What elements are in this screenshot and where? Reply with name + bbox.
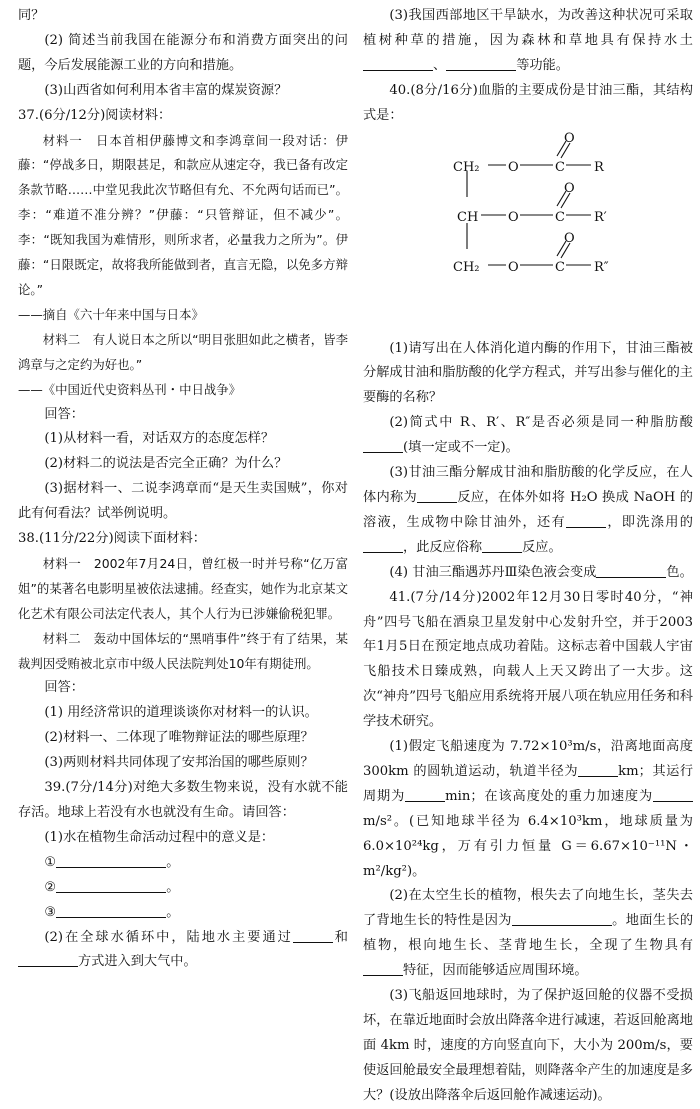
answer-blank[interactable] (293, 930, 333, 943)
q38-material-1: 材料一 2002年7月24日，曾红极一时并号称“亿万富姐”的某著名电影明星被依法逮捕。经查实，她作为北京某文化艺术有限公司法定代表人，其个人行为已涉嫌偷税犯罪。 (18, 555, 348, 621)
q39-1-choice-3 (18, 901, 348, 926)
ch-middle: CH (457, 209, 479, 225)
q37-answer-label: 回答： (44, 406, 84, 422)
carbonyl-oxygen-3: O (564, 230, 575, 246)
q39-3-text-a: (3)我国西部地区干旱缺水，为改善这种状况可采取植树种草的措施，因为森林和草地具有保持水土 (363, 8, 693, 48)
q38-3: (3)两则材料共同体现了安邦治国的哪些原则？ (44, 755, 314, 771)
q41-2-text-c: 特征，因而能够适应周围环境。 (403, 963, 588, 979)
choice-marker-3: ③ (44, 904, 57, 920)
q38-heading: 38.(11分/22分)阅读下面材料： (18, 531, 206, 547)
carbonyl-carbon-2: C (555, 209, 565, 225)
q37-2: (2)材料二的说法是否完全正确？为什么？ (44, 456, 288, 472)
q40-3-text-b: 反应，在体外如将 H₂O 换成 NaOH 的溶液，生成物中除甘油外，还有 (363, 489, 693, 530)
q41-1-text-c: min；在该高度处的重力加速度为 (445, 788, 654, 804)
q40-3-text-e: 反应。 (522, 539, 562, 555)
q40-2-text-a: (2)简式中 R、R′、R″是否必须是同一种脂肪酸 (389, 415, 693, 431)
answer-blank[interactable] (596, 565, 666, 578)
ch2-bottom: CH₂ (453, 259, 480, 275)
q39-2-text-c: 方式进入到大气中。 (78, 954, 197, 970)
q37-heading: 37.(6分/12分)阅读材料： (18, 107, 172, 123)
formula-bonds (363, 131, 693, 331)
carbonyl-oxygen-1: O (564, 130, 575, 146)
right-column (363, 4, 693, 1109)
answer-blank[interactable] (363, 58, 433, 71)
ester-oxygen-1: O (508, 159, 519, 175)
answer-blank[interactable] (363, 963, 403, 976)
answer-blank[interactable] (363, 540, 403, 553)
q39-3-text-b: 、 (433, 57, 447, 73)
answer-blank[interactable] (653, 789, 693, 802)
q40-2-text-b: (填一定或不一定)。 (403, 440, 519, 456)
q40-2 (363, 411, 693, 461)
q37-material-2-source: ——《中国近代史资料丛刊・中日战争》 (18, 381, 242, 397)
q39-3 (363, 4, 693, 79)
q40-3 (363, 461, 693, 561)
q37-material-1: 材料一 日本首相伊藤博文和李鸿章间一段对话：伊藤：“停战多日，期限甚足，和款应从速定夺，我已备有改定条款节略……中堂见我此次节略但有允、不允两句话而已”。李：“难道不准分辨？”伊藤：“只管辩证，但不减少”。李：“既知我国为难情形，则所求者，必量我力之所为”。伊藤：“日限既定，故将我所能做到者，直言无隐，以免多方辩论。” (18, 132, 348, 297)
q40-3-text-d: ，此反应俗称 (403, 539, 483, 555)
q41-3: (3)飞船返回地球时，为了保护返回舱的仪器不受损坏，在靠近地面时会放出降落伞进行减速，若返回舱离地面 4km 时，速度的方向竖直向下，大小为 200m/s，要使返回舱最安全最理想着陆，则降落伞产生的加速度是多大？(设放出降落伞后返回舱作减速运动)。 (363, 988, 693, 1103)
answer-blank[interactable] (566, 515, 606, 528)
q37-1: (1)从材料一看，对话双方的态度怎样？ (44, 431, 275, 447)
q40-3-text-c: ，即洗涤用的 (606, 514, 693, 530)
q38-answer-label: 回答： (44, 680, 84, 696)
q38-material-2: 材料二 轰动中国体坛的“黑哨事件”终于有了结果，某裁判因受贿被北京市中级人民法院判处10年有期徒刑。 (18, 630, 348, 671)
q39-heading: 39.(7分/14分)对绝大多数生物来说，没有水就不能存活。地球上若没有水也就没有生命。请回答： (18, 780, 348, 820)
q39-1-choice-2 (18, 876, 348, 901)
q39-1: (1)水在植物生命活动过程中的意义是： (44, 829, 275, 845)
q41-1-text-d: m/s²。(已知地球半径为 6.4×10³km，地球质量为 6.0×10²⁴kg，万有引力恒量 G＝6.67×10⁻¹¹N・m²/kg²)。 (363, 813, 693, 879)
q39-1-choice-1 (18, 851, 348, 876)
q38-1: (1) 用经济常识的道理谈谈你对材料一的认识。 (44, 705, 318, 721)
q41-1-text-b: km；其运行周期为 (363, 763, 694, 804)
q41-2-text-b: 。地面生长的植物，根向地生长、茎背地生长，全现了生物具有 (363, 913, 694, 954)
carbonyl-carbon-1: C (555, 159, 565, 175)
answer-blank[interactable] (417, 490, 457, 503)
ester-oxygen-2: O (508, 209, 519, 225)
q40-4-text-a: (4) 甘油三酯遇苏丹Ⅲ染色液会变成 (389, 564, 597, 580)
q41-2 (363, 884, 693, 984)
carbonyl-carbon-3: C (555, 259, 565, 275)
period-mark: 。 (166, 854, 180, 870)
q40-4 (363, 561, 693, 586)
q41-1-text-a: (1)假定飞船速度为 7.72×10³m/s，沿离地面高度 300km 的圆轨道运动，轨道半径为 (363, 739, 693, 779)
period-mark: 。 (166, 904, 180, 920)
q39-2 (18, 926, 348, 976)
q36-3: (3)山西省如何利用本省丰富的煤炭资源？ (44, 82, 288, 98)
choice-marker-2: ② (44, 879, 57, 895)
q40-4-text-b: 色。 (666, 564, 693, 580)
answer-blank[interactable] (578, 764, 618, 777)
answer-blank[interactable] (18, 955, 78, 968)
answer-blank[interactable] (512, 914, 612, 927)
q37-material-2: 材料二 有人说日本之所以“明目张胆如此之横者，皆李鸿章与之定约为好也。” (18, 331, 348, 372)
q36-2: (2) 简述当前我国在能源分布和消费方面突出的问题，今后发展能源工业的方向和措施。 (18, 32, 348, 73)
answer-blank[interactable] (56, 880, 166, 893)
answer-blank[interactable] (363, 440, 403, 453)
q40-heading: 40.(8分/16分)血脂的主要成份是甘油三酯，其结构式是： (363, 82, 693, 123)
q39-2-text-a: (2)在全球水循环中，陆地水主要通过 (44, 929, 293, 945)
answer-blank[interactable] (56, 905, 166, 918)
period-mark: 。 (166, 879, 180, 895)
triglyceride-structural-formula (363, 131, 693, 331)
carbonyl-oxygen-2: O (564, 180, 575, 196)
q39-2-text-b: 和 (332, 929, 348, 945)
q41-2-text-a: (2)在太空生长的植物，根失去了向地生长，茎失去了背地生长的特性是因为 (363, 888, 693, 929)
left-column (18, 4, 348, 975)
q41-1 (363, 735, 693, 884)
q37-3: (3)据材料一、二说李鸿章而“是天生卖国贼”，你对此有何看法？试举例说明。 (18, 481, 348, 522)
q38-2: (2)材料一、二体现了唯物辩证法的哪些原理？ (44, 730, 314, 746)
q40-1: (1)请写出在人体消化道内酶的作用下，甘油三酯被分解成甘油和脂肪酸的化学方程式，并写出参与催化的主要酶的名称？ (363, 340, 693, 406)
r-group-3: R″ (594, 259, 609, 275)
q36-1-tail: 同？ (18, 8, 45, 23)
choice-marker-1: ① (44, 854, 57, 870)
ester-oxygen-3: O (508, 259, 519, 275)
q39-3-text-c: 等功能。 (516, 57, 569, 73)
q37-material-1-source: ——摘自《六十年来中国与日本》 (18, 306, 204, 322)
ch2-top: CH₂ (453, 159, 480, 175)
q41-heading: 41.(7分/14分)2002年12月30日零时40分，“神舟”四号飞船在酒泉卫星发射中心发射升空，并于2003年1月5日在预定地点成功着陆。这标志着中国载人宇宙飞船技术日臻成熟，向载人上天又跨出了一大步。这次“神舟”四号飞船应用系统将开展八项在轨应用任务和科学技术研究。 (363, 589, 693, 730)
r-group-1: R (594, 159, 604, 175)
answer-blank[interactable] (446, 58, 516, 71)
r-group-2: R′ (594, 209, 607, 225)
answer-blank[interactable] (56, 855, 166, 868)
q40-3-text-a: (3)甘油三酯分解成甘油和脂肪酸的化学反应，在人体内称为 (363, 465, 693, 505)
answer-blank[interactable] (405, 789, 445, 802)
answer-blank[interactable] (482, 540, 522, 553)
